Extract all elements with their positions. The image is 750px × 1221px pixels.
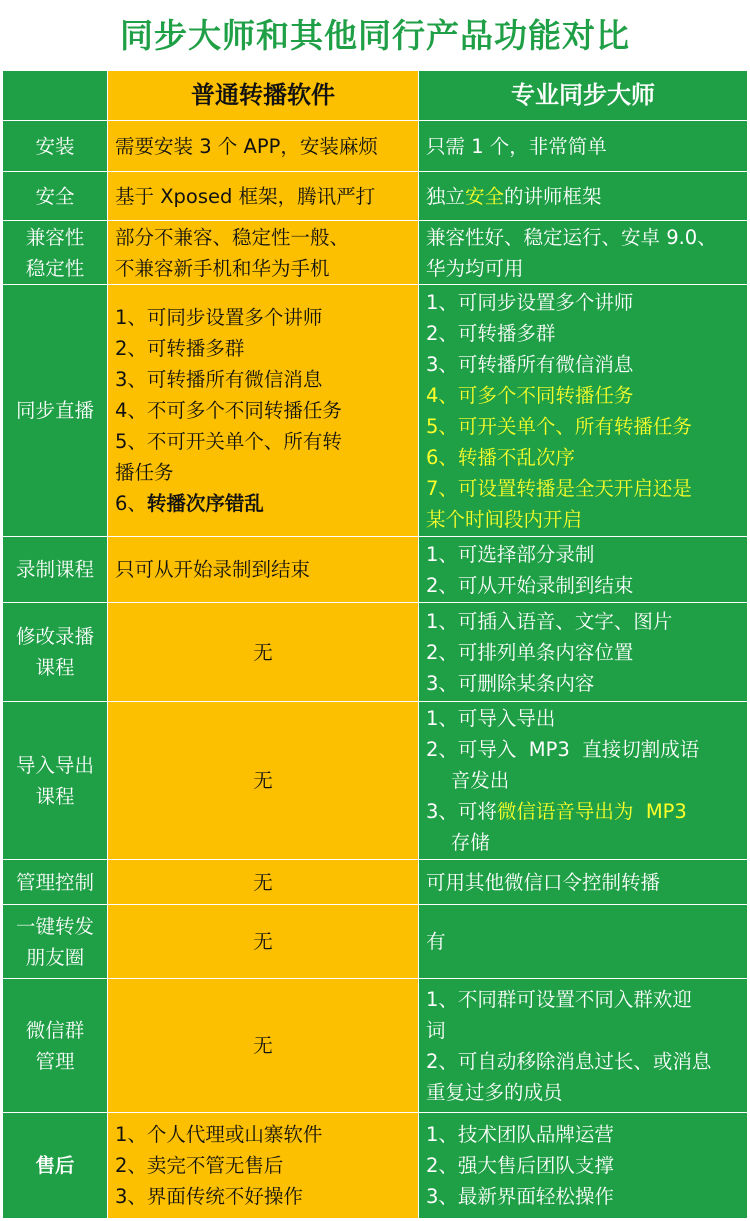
pro-cell — [419, 285, 748, 537]
category-cell — [3, 537, 108, 603]
pro-text — [426, 796, 740, 827]
normal-text: 需要安装 3 个 APP，安装麻烦 — [115, 134, 378, 158]
normal-cell — [108, 905, 419, 979]
normal-cell — [108, 860, 419, 905]
category-cell — [3, 905, 108, 979]
row-compatibility — [3, 221, 748, 285]
pro-text: 2、强大售后团队支撑 — [426, 1154, 614, 1177]
normal-cell — [108, 1113, 419, 1219]
pro-cell — [419, 221, 748, 285]
normal-bold-text: 转播次序错乱 — [146, 492, 264, 515]
category-label: 同步直播 — [15, 399, 94, 422]
row-edit-recording — [3, 603, 748, 702]
category-label: 兼容性 — [25, 225, 85, 249]
pro-text: 2、可转播多群 — [426, 321, 556, 345]
normal-text: 无 — [253, 769, 273, 792]
pro-highlight-text: 某个时间段内开启 — [426, 507, 583, 531]
normal-text: 无 — [253, 930, 273, 953]
category-cell — [3, 603, 108, 702]
category-label: 录制课程 — [15, 558, 94, 581]
pro-highlight-text: 6、转播不乱次序 — [426, 445, 575, 469]
pro-highlight-text: 4、可多个不同转播任务 — [426, 383, 634, 407]
pro-cell — [419, 537, 748, 603]
category-cell — [3, 172, 108, 221]
normal-text: 2、卖完不管无售后 — [115, 1154, 284, 1177]
pro-highlight-text: 微信语音导出为 MP3 — [496, 800, 687, 823]
pro-text: 3、可删除某条内容 — [426, 671, 595, 695]
comparison-table — [2, 70, 748, 1219]
pro-text: 有 — [426, 930, 446, 953]
normal-text — [115, 488, 411, 519]
category-label: 朋友圈 — [25, 945, 85, 969]
pro-text: 2、可排列单条内容位置 — [426, 640, 634, 664]
pro-cell — [419, 860, 748, 905]
row-import-export — [3, 702, 748, 860]
pro-highlight-text: 安全 — [465, 184, 505, 208]
page-title: 同步大师和其他同行产品功能对比 — [120, 16, 630, 55]
row-moments-forward — [3, 905, 748, 979]
pro-text-part: 的讲师框架 — [504, 184, 602, 208]
normal-text: 部分不兼容、稳定性一般、 — [115, 225, 350, 249]
category-cell — [3, 860, 108, 905]
normal-cell — [108, 603, 419, 702]
normal-text: 无 — [253, 1034, 273, 1057]
pro-text: 2、可自动移除消息过长、或消息 — [426, 1049, 712, 1073]
header-corner-cell — [3, 71, 108, 121]
pro-text-part: 独立 — [426, 184, 466, 208]
pro-text: 只需 1 个，非常简单 — [426, 134, 607, 158]
category-cell — [3, 221, 108, 285]
category-cell — [3, 285, 108, 537]
pro-text: 3、可转播所有微信消息 — [426, 352, 634, 376]
category-cell — [3, 979, 108, 1113]
pro-text-part: 3、可将 — [426, 800, 497, 823]
normal-cell — [108, 221, 419, 285]
pro-cell — [419, 172, 748, 221]
category-label: 安装 — [35, 134, 75, 158]
pro-text: 音发出 — [426, 769, 510, 792]
category-label: 稳定性 — [25, 256, 85, 280]
pro-text: 词 — [426, 1018, 446, 1042]
category-label: 管理 — [35, 1049, 75, 1073]
normal-text: 不兼容新手机和华为手机 — [115, 256, 330, 280]
pro-text — [426, 181, 740, 212]
normal-text: 无 — [253, 640, 273, 664]
pro-text: 1、可插入语音、文字、图片 — [426, 609, 673, 633]
normal-cell — [108, 979, 419, 1113]
pro-text: 2、可导入 MP3 直接切割成语 — [426, 738, 700, 761]
pro-cell — [419, 905, 748, 979]
category-label: 课程 — [35, 656, 75, 679]
pro-text: 1、不同群可设置不同入群欢迎 — [426, 987, 692, 1011]
normal-cell — [108, 172, 419, 221]
pro-text: 重复过多的成员 — [426, 1080, 563, 1104]
category-cell — [3, 1113, 108, 1219]
row-group-management — [3, 979, 748, 1113]
normal-cell — [108, 285, 419, 537]
table-header-row — [3, 71, 748, 121]
normal-cell — [108, 537, 419, 603]
pro-text: 1、技术团队品牌运营 — [426, 1123, 614, 1146]
pro-text: 华为均可用 — [426, 256, 524, 280]
normal-text: 播任务 — [115, 461, 174, 484]
normal-text: 1、个人代理或山寨软件 — [115, 1123, 323, 1146]
category-label: 安全 — [35, 184, 75, 208]
normal-text: 1、可同步设置多个讲师 — [115, 306, 323, 329]
normal-text: 4、不可多个不同转播任务 — [115, 399, 342, 422]
pro-text: 兼容性好、稳定运行、安卓 9.0、 — [426, 225, 717, 249]
pro-cell — [419, 603, 748, 702]
category-label: 微信群 — [25, 1018, 85, 1042]
pro-text: 1、可同步设置多个讲师 — [426, 290, 634, 314]
normal-text: 2、可转播多群 — [115, 337, 245, 360]
pro-text: 存储 — [426, 831, 490, 854]
category-label: 课程 — [35, 784, 75, 808]
pro-text: 1、可导入导出 — [426, 707, 556, 730]
normal-text-part: 6、 — [115, 492, 147, 515]
pro-highlight-text: 5、可开关单个、所有转播任务 — [426, 414, 692, 438]
category-label: 导入导出 — [15, 753, 94, 777]
header-normal-software: 普通转播软件 — [108, 71, 419, 121]
pro-cell — [419, 121, 748, 172]
pro-highlight-text: 7、可设置转播是全天开启还是 — [426, 476, 692, 500]
pro-text: 1、可选择部分录制 — [426, 542, 595, 566]
category-label: 修改录播 — [15, 625, 94, 648]
row-after-sales — [3, 1113, 748, 1219]
pro-cell — [419, 1113, 748, 1219]
normal-cell — [108, 702, 419, 860]
pro-text: 3、最新界面轻松操作 — [426, 1185, 614, 1208]
row-sync-live — [3, 285, 748, 537]
normal-text: 3、可转播所有微信消息 — [115, 368, 323, 391]
category-cell — [3, 702, 108, 860]
normal-text: 无 — [253, 870, 273, 894]
normal-cell — [108, 121, 419, 172]
pro-cell — [419, 979, 748, 1113]
normal-text: 只可从开始录制到结束 — [115, 558, 311, 581]
row-admin-control — [3, 860, 748, 905]
row-record-course — [3, 537, 748, 603]
normal-text: 3、界面传统不好操作 — [115, 1185, 303, 1208]
category-cell — [3, 121, 108, 172]
normal-text: 基于 Xposed 框架，腾讯严打 — [115, 184, 376, 208]
category-label: 售后 — [35, 1154, 75, 1177]
category-label: 管理控制 — [15, 870, 94, 894]
header-pro-master: 专业同步大师 — [419, 71, 748, 121]
row-security — [3, 172, 748, 221]
category-label: 一键转发 — [15, 914, 94, 938]
pro-cell — [419, 702, 748, 860]
pro-text: 可用其他微信口令控制转播 — [426, 870, 661, 894]
pro-text: 2、可从开始录制到结束 — [426, 573, 634, 597]
normal-text: 5、不可开关单个、所有转 — [115, 430, 342, 453]
row-install — [3, 121, 748, 172]
